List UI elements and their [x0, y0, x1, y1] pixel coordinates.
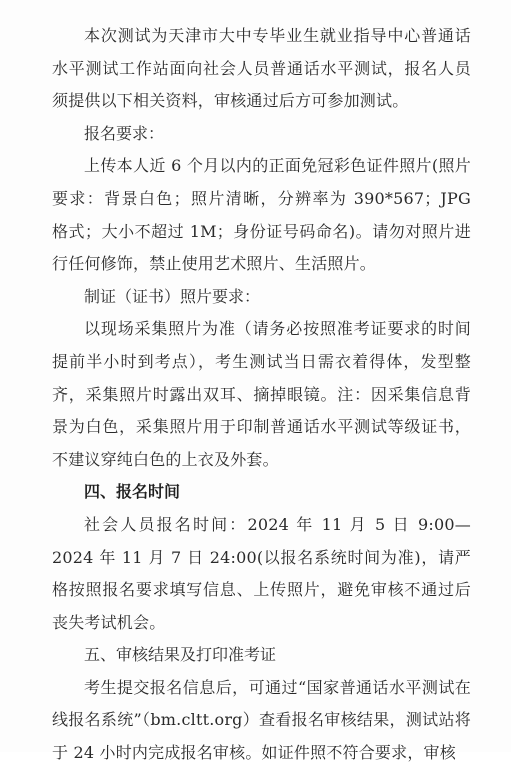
- paragraph-registration-time: 社会人员报名时间：2024 年 11 月 5 日 9:00—2024 年 11 月 7 日 24:00(以报名系统时间为准)，请严格按照报名要求填写信息、上传照片，避免审核不通过后丧失考试机会。: [52, 514, 471, 632]
- heading-certificate-photo: 制证（证书）照片要求：: [84, 286, 261, 306]
- heading-registration-time: 四、报名时间: [84, 482, 181, 502]
- heading-registration-requirements: 报名要求：: [84, 123, 165, 143]
- paragraph-onsite-photo: 以现场采集照片为准（请务必按照准考证要求的时间提前半小时到考点），考生测试当日需衣着得体，发型整齐，采集照片时露出双耳、摘掉眼镜。注：因采集信息背景为白色，采集照片用于印制普通话水平测试等级证书，不建议穿纯白色的上衣及外套。: [52, 319, 471, 469]
- paragraph-photo-upload: 上传本人近 6 个月以内的正面免冠彩色证件照片(照片要求：背景白色；照片清晰，分辨率为 390*567；JPG 格式；大小不超过 1M；身份证号码命名)。请勿对照片进行任何修饰，禁止使用艺术照片、生活照片。: [52, 156, 471, 274]
- paragraph-intro: 本次测试为天津市大中专毕业生就业指导中心普通话水平测试工作站面向社会人员普通话水平测试，报名人员须提供以下相关资料，审核通过后方可参加测试。: [52, 26, 471, 111]
- paragraph-review-results: 考生提交报名信息后，可通过“国家普通话水平测试在线报名系统”（bm.cltt.org）查看报名审核结果，测试站将于 24 小时内完成报名审核。如证件照不符合要求，审核: [52, 677, 471, 763]
- heading-review-results: 五、审核结果及打印准考证: [84, 645, 277, 665]
